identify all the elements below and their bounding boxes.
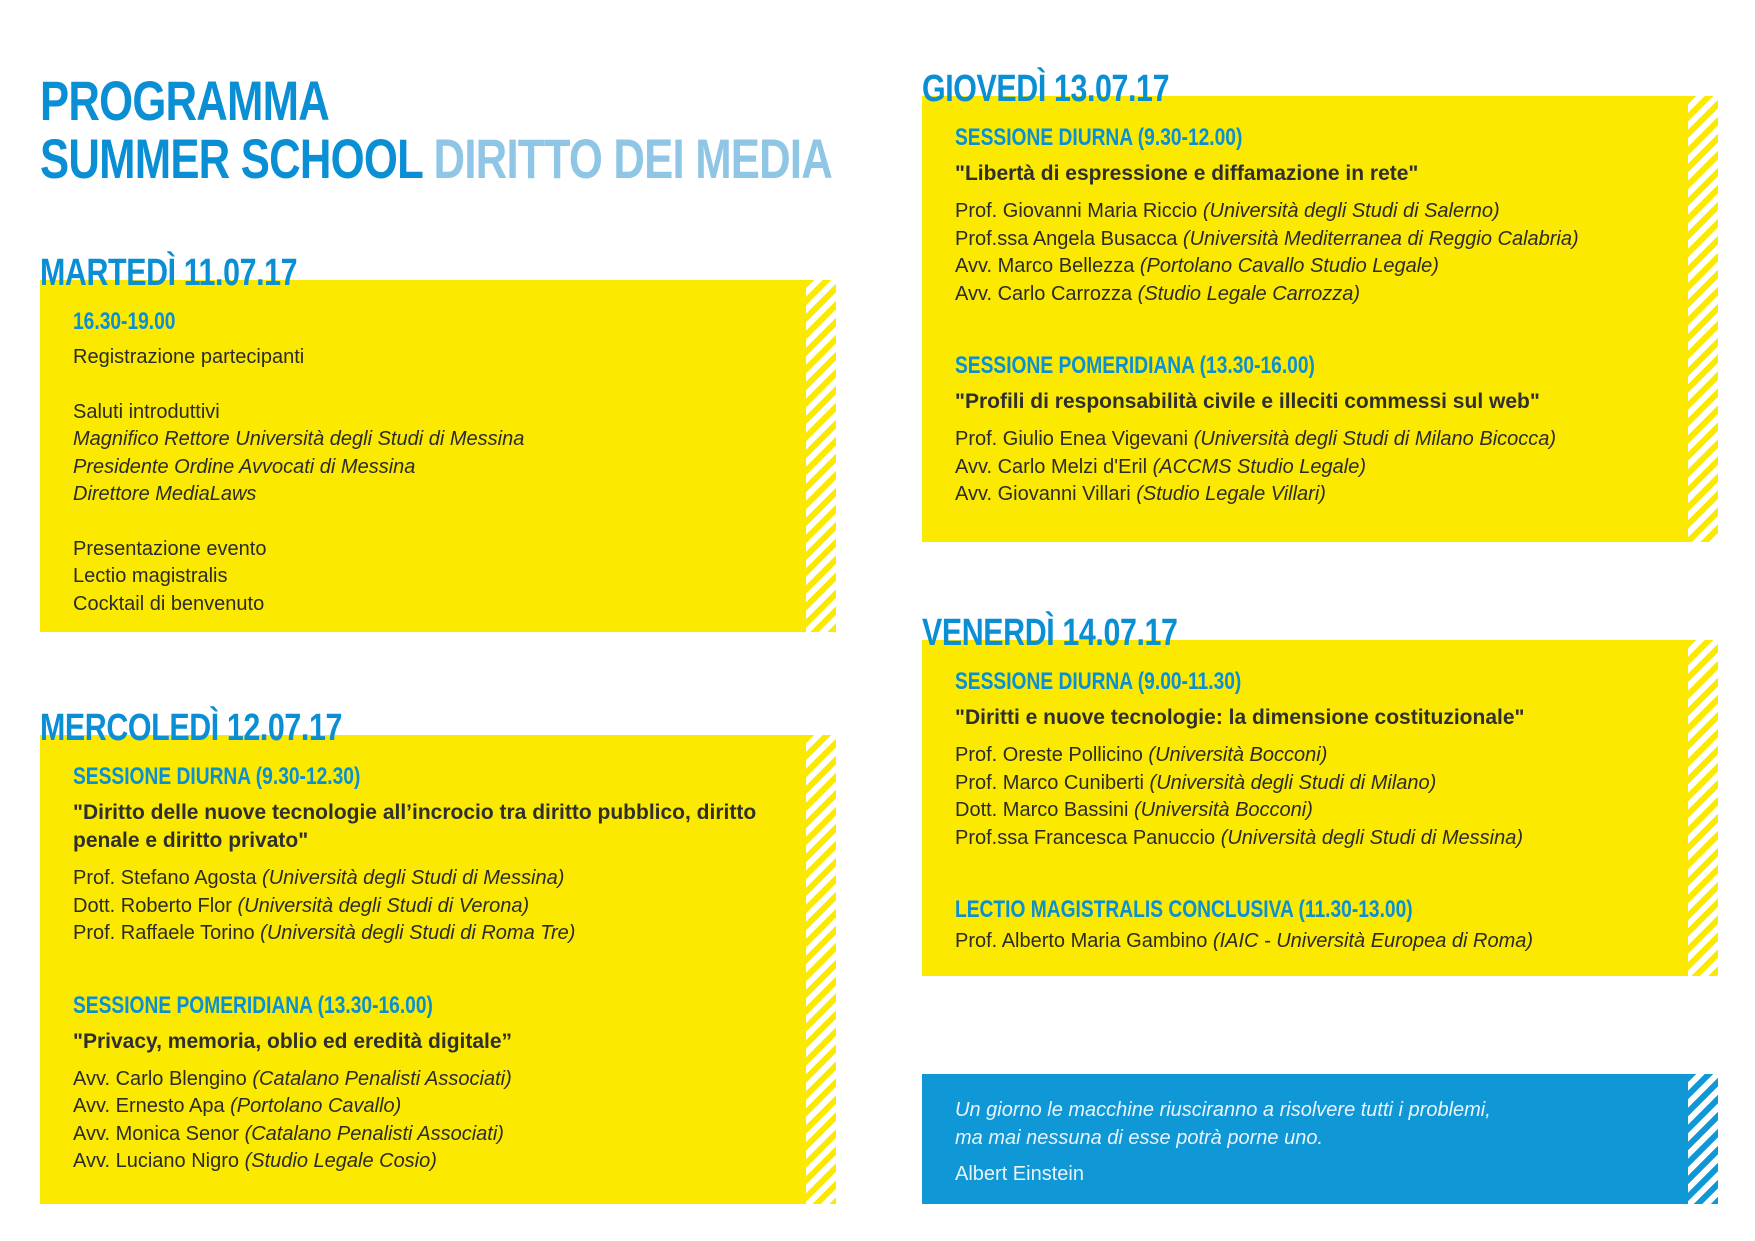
speaker-affiliation: (Studio Legale Cosio)	[244, 1150, 437, 1172]
session-label: SESSIONE POMERIDIANA (13.30-16.00)	[73, 991, 433, 1019]
speaker-affiliation: (Università degli Studi di Verona)	[237, 894, 530, 917]
speaker-name: Dott. Marco Bassini	[955, 799, 1129, 821]
stripe-decoration	[1688, 640, 1718, 976]
speaker-name: Prof. Oreste Pollicino	[955, 744, 1143, 766]
title-line-2	[40, 127, 833, 190]
program-line: Cocktail di benvenuto	[73, 592, 265, 615]
day-heading-friday: VENERDÌ 14.07.17	[922, 612, 1178, 654]
quote-author: Albert Einstein	[955, 1163, 1084, 1185]
speaker-name: Prof.ssa Angela Busacca	[955, 227, 1178, 250]
speaker-name: Prof. Alberto Maria Gambino	[955, 930, 1208, 952]
program-line: Lectio magistralis	[73, 565, 228, 587]
session-time: 16.30-19.00	[73, 308, 176, 335]
quote-box	[922, 1074, 1718, 1204]
speaker-affiliation: (ACCMS Studio Legale)	[1152, 455, 1367, 478]
session-label: SESSIONE DIURNA (9.30-12.00)	[955, 124, 1243, 151]
title-subject: DIRITTO DEI MEDIA	[433, 127, 833, 190]
speaker-name: Prof. Giulio Enea Vigevani	[955, 428, 1189, 450]
stripe-decoration	[806, 280, 836, 632]
quote-line: ma mai nessuna di esse potrà porne uno.	[955, 1127, 1323, 1149]
stripe-decoration	[806, 735, 836, 1204]
speaker-affiliation: (Portolano Cavallo Studio Legale)	[1139, 255, 1439, 277]
session-label: SESSIONE DIURNA (9.30-12.30)	[73, 763, 361, 790]
speaker-affiliation: (IAIC - Università Europea di Roma)	[1212, 930, 1534, 952]
title-main: SUMMER SCHOOL	[40, 127, 423, 190]
session-topic: "Diritto delle nuove tecnologie all’incrocio tra diritto pubblico, diritto penale e diritto privato"	[73, 801, 757, 852]
speaker-affiliation: (Catalano Penalisti Associati)	[244, 1122, 504, 1145]
day-heading-tuesday: MARTEDÌ 11.07.17	[40, 252, 298, 294]
speaker-name: Prof. Raffaele Torino	[73, 922, 255, 944]
program-line: Registrazione partecipanti	[73, 346, 305, 368]
stripe-decoration	[1688, 1074, 1718, 1204]
day-heading-wednesday: MERCOLEDÌ 12.07.17	[40, 707, 342, 749]
speaker-affiliation: (Università degli Studi di Milano Bicocca)	[1193, 428, 1557, 450]
program-line: Magnifico Rettore Università degli Studi di Messina	[73, 428, 525, 450]
title-line-1: PROGRAMMA	[40, 69, 330, 132]
day-box-thursday	[922, 96, 1718, 542]
speaker-affiliation: (Università Mediterranea di Reggio Calabria)	[1182, 227, 1579, 250]
speaker-name: Avv. Carlo Blengino	[73, 1067, 247, 1090]
speaker-name: Dott. Roberto Flor	[73, 894, 232, 917]
page-title	[40, 69, 833, 190]
day-heading-thursday: GIOVEDÌ 13.07.17	[922, 68, 1170, 110]
speaker-name: Avv. Marco Bellezza	[955, 255, 1135, 277]
speaker-affiliation: (Portolano Cavallo)	[230, 1095, 402, 1117]
session-label: SESSIONE DIURNA (9.00-11.30)	[955, 668, 1242, 695]
session-topic: "Privacy, memoria, oblio ed eredità digitale”	[73, 1029, 513, 1053]
speaker-name: Avv. Carlo Carrozza	[955, 282, 1133, 305]
program-line: Direttore MediaLaws	[73, 483, 257, 505]
stripe-decoration	[1688, 96, 1718, 542]
speaker-affiliation: (Università Bocconi)	[1133, 799, 1313, 821]
speaker-name: Prof. Giovanni Maria Riccio	[955, 200, 1198, 222]
speaker-affiliation: (Studio Legale Carrozza)	[1137, 282, 1360, 305]
quote-line: Un giorno le macchine riusciranno a risolvere tutti i problemi,	[955, 1099, 1491, 1121]
speaker-affiliation: (Università Bocconi)	[1148, 744, 1328, 766]
speaker-affiliation: (Università degli Studi di Messina)	[1220, 826, 1524, 849]
speaker-name: Avv. Carlo Melzi d'Eril	[955, 455, 1148, 478]
speaker-name: Avv. Ernesto Apa	[73, 1095, 225, 1117]
session-topic: "Profili di responsabilità civile e illeciti commessi sul web"	[955, 390, 1540, 413]
speaker-affiliation: (Università degli Studi di Roma Tre)	[260, 922, 576, 944]
speaker-affiliation: (Università degli Studi di Messina)	[262, 867, 565, 889]
session-topic: "Diritti e nuove tecnologie: la dimensione costituzionale"	[955, 706, 1525, 729]
day-box-wednesday	[40, 735, 836, 1204]
day-box-tuesday	[40, 280, 836, 632]
program-line: Presentazione evento	[73, 537, 267, 560]
speaker-name: Prof.ssa Francesca Panuccio	[955, 826, 1216, 849]
session-label: LECTIO MAGISTRALIS CONCLUSIVA (11.30-13.00)	[955, 896, 1413, 923]
session-topic: "Libertà di espressione e diffamazione in rete"	[955, 162, 1419, 185]
speaker-affiliation: (Catalano Penalisti Associati)	[252, 1067, 512, 1090]
speaker-affiliation: (Università degli Studi di Salerno)	[1202, 200, 1500, 222]
speaker-name: Prof. Marco Cuniberti	[955, 771, 1144, 794]
program-line: Presidente Ordine Avvocati di Messina	[73, 455, 416, 478]
speaker-affiliation: (Studio Legale Villari)	[1136, 483, 1326, 505]
speaker-affiliation: (Università degli Studi di Milano)	[1149, 771, 1437, 794]
day-box-friday	[922, 640, 1718, 976]
speaker-name: Prof. Stefano Agosta	[73, 867, 257, 889]
speaker-name: Avv. Luciano Nigro	[73, 1150, 240, 1172]
speaker-name: Avv. Monica Senor	[73, 1122, 240, 1145]
speaker-name: Avv. Giovanni Villari	[955, 483, 1131, 505]
program-line: Saluti introduttivi	[73, 400, 220, 423]
session-label: SESSIONE POMERIDIANA (13.30-16.00)	[955, 352, 1315, 379]
